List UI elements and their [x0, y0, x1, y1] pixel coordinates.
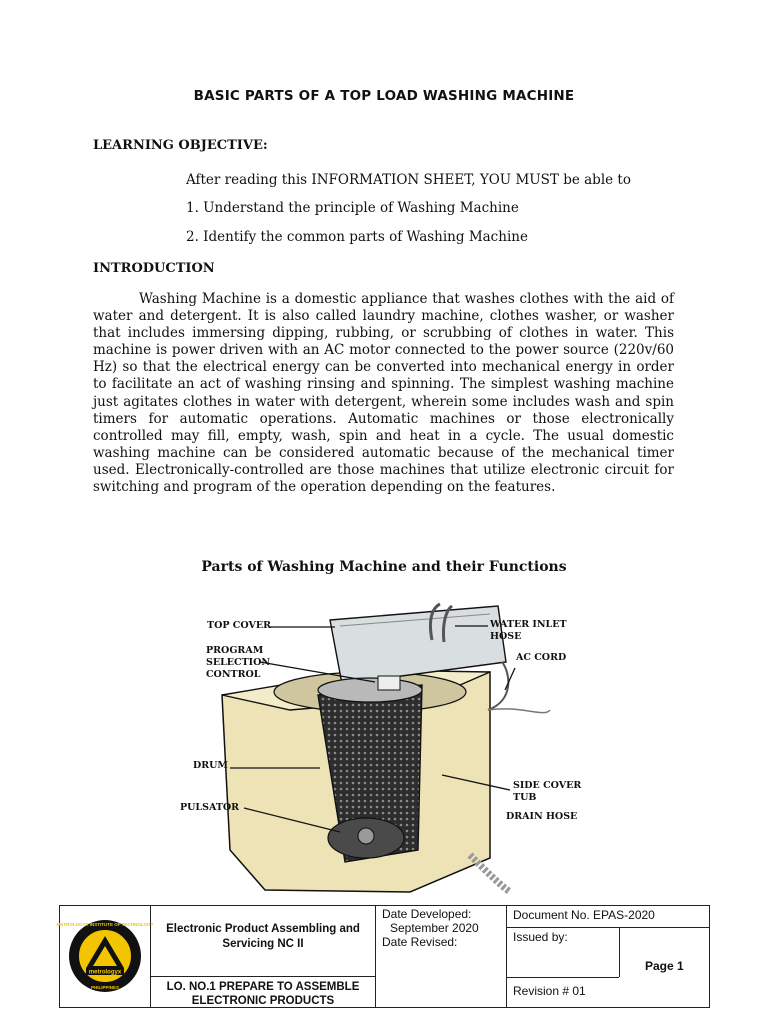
document-number: Document No. EPAS-2020 — [513, 908, 655, 922]
svg-text:PHILIPPINES: PHILIPPINES — [90, 985, 120, 990]
washing-machine-figure — [170, 600, 615, 895]
qualification-title: Electronic Product Assembling and Servicing NC II — [166, 923, 360, 950]
label-water-inlet-2: HOSE — [490, 631, 522, 642]
label-drain-hose: DRAIN HOSE — [506, 811, 578, 822]
label-side-cover-2: TUB — [513, 792, 537, 803]
date-developed-value: September 2020 — [390, 921, 479, 935]
svg-text:METROLOGYX INSTITUTE OF TECHNO: METROLOGYX INSTITUTE OF TECHNOLOGY — [56, 922, 154, 927]
footer-table — [56, 905, 710, 1008]
objective-item-2: 2. Identify the common parts of Washing Machine — [186, 229, 528, 245]
document-title: BASIC PARTS OF A TOP LOAD WASHING MACHINE — [193, 88, 575, 104]
label-ac-cord: AC CORD — [516, 652, 567, 663]
issued-by: Issued by: — [513, 930, 568, 944]
label-pulsator: PULSATOR — [180, 802, 240, 813]
label-program-2: SELECTION — [206, 657, 271, 668]
date-revised-label: Date Revised: — [382, 935, 458, 949]
introduction-heading: INTRODUCTION — [93, 261, 215, 276]
learning-outcome: LO. NO.1 PREPARE TO ASSEMBLE ELECTRONIC PRODUCTS — [166, 981, 360, 1007]
revision-number: Revision # 01 — [513, 984, 586, 998]
introduction-paragraph: Washing Machine is a domestic appliance that washes clothes with the aid of water and detergent. It is also called laundry machine, clothes washer, or washer that includes immersing dipping, rubbing, or scrubbing of clothes in water. This machine is power driven with an AC motor connected to the power source (220v/60 Hz) so that the electrical energy can be converted into mechanical energy in order to facilitate an act of washing rinsing and spinning. The simplest washing machine just agitates clothes in water with detergent, wherein some includes wash and spin timers for automatic operations. Automatic machines or those electronically controlled may fill, empty, wash, spin and heat in a cycle. The usual domestic washing machine can be considered automatic because of the mechanical timer used. Electronically-controlled are those machines that utilize electronic circuit for switching and program of the operation depending on the features. — [93, 291, 674, 496]
figure-title: Parts of Washing Machine and their Functions — [201, 559, 567, 575]
label-side-cover-1: SIDE COVER — [513, 780, 582, 791]
page-number: Page 1 — [645, 959, 684, 973]
label-program-1: PROGRAM — [206, 645, 264, 656]
label-program-3: CONTROL — [206, 669, 261, 680]
institution-logo — [56, 914, 154, 1000]
label-top-cover: TOP COVER — [207, 620, 271, 631]
label-water-inlet-1: WATER INLET — [490, 619, 567, 630]
date-developed-label: Date Developed: — [382, 907, 472, 921]
svg-text:metrologyx: metrologyx — [88, 969, 122, 976]
label-drum: DRUM — [193, 760, 228, 771]
objective-item-1: 1. Understand the principle of Washing Machine — [186, 200, 519, 216]
metrologyx-seal-icon — [56, 914, 154, 998]
learning-objective-intro: After reading this INFORMATION SHEET, YOU MUST be able to — [186, 172, 631, 188]
learning-objective-heading: LEARNING OBJECTIVE: — [93, 138, 268, 153]
